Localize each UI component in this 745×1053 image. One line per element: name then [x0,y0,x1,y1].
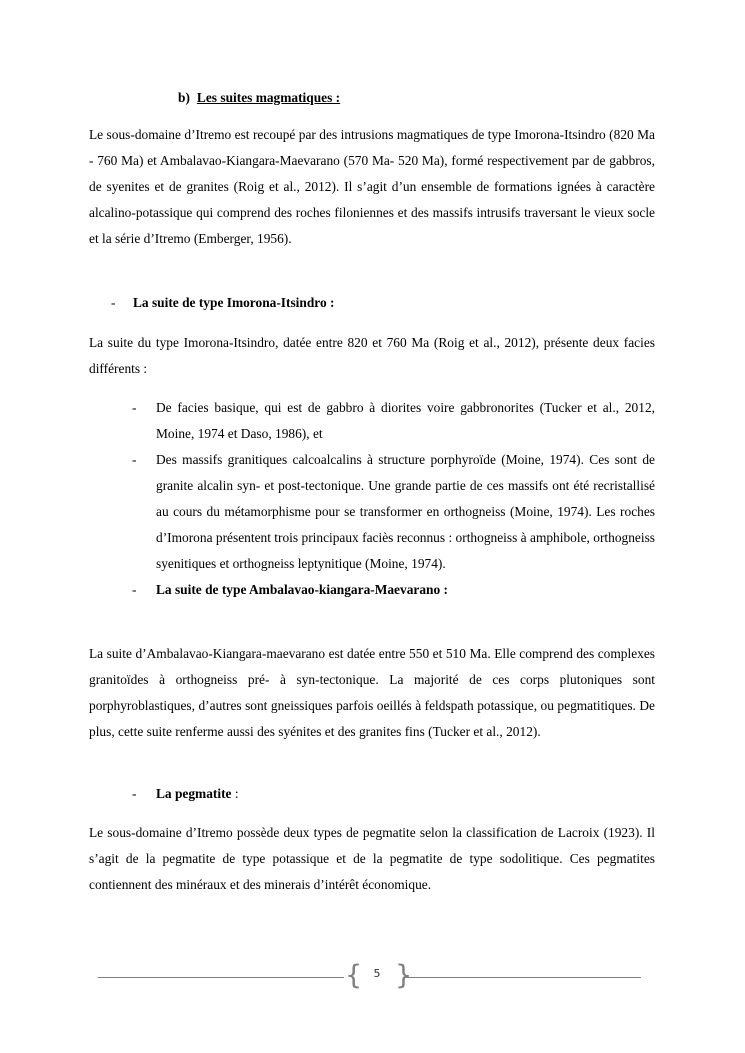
footer-rule-left [98,977,344,978]
intro-paragraph: Le sous-domaine d’Itremo est recoupé par des intrusions magmatiques de type Imorona-Itsindro (820 Ma - 760 Ma) et Ambalavao-Kiangara-Maevarano (570 Ma- 520 Ma), formé respectivement par de gabbros, de syenites et de granites (Roig et al., 2012). Il s’agit d’un ensemble de formations ignées à caractère alcalino-potassique qui comprend des roches filoniennes et des massifs intrusifs traversant le vieux socle et la série d’Itremo (Emberger, 1956). [89,127,655,246]
pegmatite-paragraph: Le sous-domaine d’Itremo possède deux types de pegmatite selon la classification de Lacroix (1923). Il s’agit de la pegmatite de type potassique et de la pegmatite de type sodolitique. Ces pegmatites contiennent des minéraux et des minerais d’intérêt économique. [89,825,655,892]
list-item-text: Des massifs granitiques calcoalcalins à structure porphyroïde (Moine, 1974). Ces sont de granite alcalin syn- et post-tectonique. Une grande partie de ces massifs ont été recristallisé au cours du métamorphisme pour se transformer en orthogneiss (Moine, 1974). Les roches d’Imorona présentent trois principaux faciès reconnus : orthogneiss à amphibole, orthogneiss syenitiques et orthogneiss leptynitique (Moine, 1974). [156,452,655,571]
bullet-dash: - [132,452,137,467]
ambalavao-heading-text: La suite de type Ambalavao-kiangara-Maevarano : [156,582,448,597]
bullet-dash: - [132,786,137,801]
imorona-facies-list [132,395,655,603]
section-title: Les suites magmatiques : [196,90,341,105]
ambalavao-paragraph: La suite d’Ambalavao-Kiangara-maevarano est datée entre 550 et 510 Ma. Elle comprend des complexes granitoïdes à orthogneiss pré- à syn-tectonique. La majorité de ces corps plutoniques sont porphyroblastiques, d’autres sont gneissiques parfois oeillés à feldspath potassique, ou pegmatitiques. De plus, cette suite renferme aussi des syénites et des granites fins (Tucker et al., 2012). [89,646,655,739]
footer-left-bracket: { [345,960,363,991]
pegmatite-heading-text: La pegmatite [156,786,232,801]
list-item [132,447,655,577]
bullet-dash: - [132,400,137,415]
page-number: 5 [373,967,381,980]
list-item [132,395,655,447]
imorona-paragraph: La suite du type Imorona-Itsindro, datée entre 820 et 760 Ma (Roig et al., 2012), présente deux facies différents : [89,335,655,376]
imorona-heading-text: La suite de type Imorona-Itsindro : [133,295,335,310]
list-item-text: De facies basique, qui est de gabbro à diorites voire gabbronorites (Tucker et al., 2012, Moine, 1974 et Daso, 1986), et [156,400,655,441]
pegmatite-heading-colon: : [231,786,239,801]
section-heading [178,88,340,108]
imorona-heading [111,293,335,313]
bullet-dash: - [132,582,137,597]
ambalavao-heading [132,577,655,603]
bullet-dash: - [111,295,116,310]
footer-rule-right [405,977,641,978]
pegmatite-heading [132,784,239,804]
section-label: b) [178,90,190,105]
footer-right-bracket: } [395,960,413,991]
